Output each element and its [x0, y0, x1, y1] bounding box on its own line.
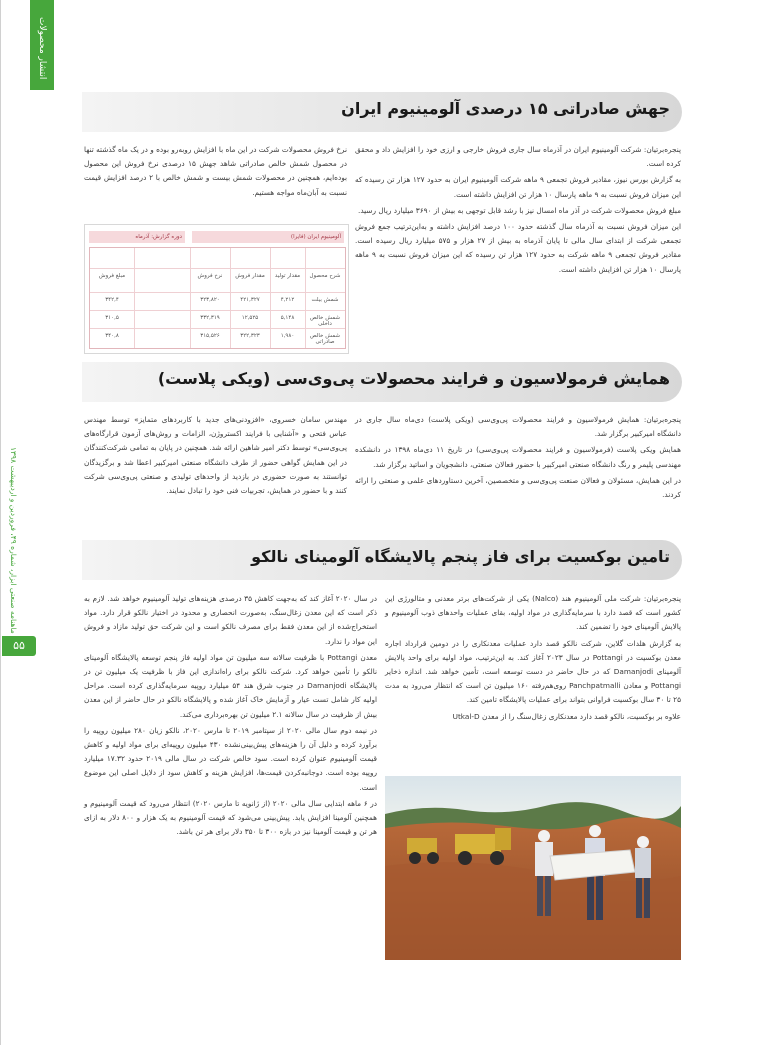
article-3-left-column	[84, 592, 377, 841]
page-edge-rule	[0, 0, 1, 1045]
table-cell: شمش خالص داخلی	[309, 315, 341, 327]
table-cell: ۴۲۱,۳۲۷	[240, 297, 260, 303]
article-3-paragraph: در نیمه دوم سال مالی ۲۰۲۰ از سپتامبر ۲۰۱۹ تا مارس ۲۰۲۰، نالکو زیان ۲۸۰ میلیون روپیه را برآورد کرده و دلیل آن را هزینه‌های پیش‌بینی‌نشده ۴۳۰ میلیون روپیه‌ای برای مواد اولیه و کاهش قیمت آلومینیوم عنوان کرده است. سود خالص شرکت در سال مالی ۲۰۱۹ حدود ۱۷.۳۲ میلیارد روپیه بوده است. دوجانبه‌کردن قیمت‌ها، افزایش هزینه و کاهش سود از دلایل اصلی این موضوع است.	[84, 725, 378, 792]
table-cell: شمش بیلت	[311, 297, 339, 303]
article-1-paragraph: به گزارش بورس نیوز، مقادیر فروش تجمعی ۹ ماهه شرکت آلومینیوم ایران به حدود ۱۲۷ هزار تن رسیده که این میزان فروش نسبت به ۹ ماهه پارسال ۱۰ هزار تن افزایش داشته است.	[355, 175, 682, 199]
article-2-paragraph: در این همایش، مسئولان و فعالان صنعت پی‌وی‌سی و متخصصین، آخرین دستاوردهای علمی و صنعتی را ارائه کردند.	[355, 475, 681, 500]
table-grid	[89, 247, 346, 349]
table-col-rule	[134, 248, 135, 348]
sales-table	[84, 224, 349, 354]
article-1-paragraph: مبلغ فروش محصولات شرکت در آذر ماه امسال نیز با رشد قابل توجهی به بیش از ۳۶۹۰ میلیارد ریال رسید.	[358, 205, 681, 215]
article-2-heading	[82, 362, 682, 402]
table-period: دوره گزارش: آذرماه	[89, 231, 185, 243]
table-header: مقدار تولید	[274, 273, 301, 279]
table-rule	[90, 328, 345, 329]
table-header: نرخ فروش	[197, 273, 223, 279]
table-cell: ۳۱۵,۵۲۶	[200, 333, 220, 339]
table-rule	[90, 292, 345, 293]
article-2-title: همایش فرمولاسیون و فرایند محصولات پی‌وی‌سی (ویکی پلاست)	[157, 369, 670, 388]
article-1-paragraph: پنجره‌برتیان: شرکت آلومینیوم ایران در آذرماه سال جاری فروش خارجی و ارزی خود را افزایش داد و محقق کرده است.	[355, 145, 681, 169]
article-1-paragraph: نرخ فروش محصولات شرکت در این ماه با افزایش روبه‌رو بوده و در یک ماه گذشته تنها در محصول شمش خالص صادراتی شاهد جهش ۱۵ درصدی نرخ فروش این محصول بوده‌ایم، همچنین در محصولات شمش بیست و شمش خالص با ۲ درصد افزایش قیمت نسبت به آبان‌ماه مواجه هستیم.	[84, 145, 347, 197]
table-cell: ۳۲۲,۳۲۳	[240, 333, 260, 339]
table-cell: شمش خالص صادراتی	[309, 333, 341, 345]
article-3-paragraph: علاوه بر بوکسیت، نالکو قصد دارد معدنکاری زغال‌سنگ را از معدن Utkal-D	[452, 711, 681, 721]
article-3-title: تامین بوکسیت برای فاز پنجم پالایشگاه آلومینای نالکو	[251, 547, 670, 566]
section-tab	[30, 0, 54, 90]
article-3-paragraph: معدن Pottangi با ظرفیت سالانه سه میلیون تن مواد اولیه فاز پنجم توسعه پالایشگاه آلومینای نالکو را تأمین خواهد کرد. شرکت نالکو برای راه‌اندازی این فاز با ظرفیت یک میلیون تن در پالایشگاه Damanjodi در جنوب شرق هند ۵۴ میلیارد روپیه سرمایه‌گذاری کرده است. مراحل اولیه کار شامل تست عیار و آزمایش خاک آغاز شده و پالایشگاه نالکو در حال حاضر از این معدن بیش از ظرفیت در سال سالانه ۲.۱ میلیون تن بهره‌برداری می‌کند.	[84, 652, 378, 719]
article-1-title: جهش صادراتی ۱۵ درصدی آلومینیوم ایران	[341, 99, 670, 118]
table-header: شرح محصول	[309, 273, 341, 279]
table-cell: ۳۲۳,۸۲۰	[200, 297, 220, 303]
article-2-paragraph: مهندس سامان خسروی، «افزودنی‌های جدید با کاربردهای متمایز» توسط مهندس عباس فتحی و «آشنایی با فرایند اکستروژن، الزامات و روش‌های آزمون قرارگاه‌های پی‌وی‌سی» توسط دکتر امیر شاهین ارائه شد. همچنین در پایان به تمامی شرکت‌کنندگان در این همایش گواهی حضور از طرف دانشگاه صنعتی امیرکبیر اعطا شد و برگزیدگان توانستند به صورت حضوری در بازدید از واحدهای تولیدی و صنعتی پی‌وی‌سی شرکت کنند و با حضور در همایش، تجربیات فنی خود را تبادل نمایند.	[84, 415, 347, 496]
table-header: مقدار فروش	[235, 273, 265, 279]
page-number: ۵۵	[2, 636, 36, 656]
mining-site-photo	[385, 776, 681, 960]
table-cell: ۳۳۲,۳۱۹	[200, 315, 220, 321]
article-2-paragraph: همایش ویکی پلاست (فرمولاسیون و فرایند محصولات پی‌وی‌سی) در تاریخ ۱۱ دی‌ماه ۱۳۹۸ در دانشکده مهندسی پلیمر و رنگ دانشگاه صنعتی امیرکبیر با حضور فعالان صنعتی، دانشجویان و اساتید برگزار شد.	[355, 445, 681, 469]
article-1-right-column	[355, 143, 681, 279]
article-3-paragraph: در سال ۲۰۲۰ آغاز کند که به‌جهت کاهش ۳۵ درصدی هزینه‌های تولید آلومینیوم خواهد شد. لازم به ذکر است که این معدن زغال‌سنگ، به‌صورت انحصاری و محدود در اختیار نالکو قرار دارد. مواد استخراج‌شده از این معدن فقط برای مصرف نالکو است و این شرکت حق تولید مازاد و فروش این مواد را ندارد.	[84, 594, 377, 646]
article-1-left-column	[84, 143, 347, 202]
article-1-paragraph: این میزان فروش نسبت به آذرماه سال گذشته حدود ۱۰۰ درصد افزایش داشته و به‌این‌ترتیب جمع فروش تجمعی شرکت از ابتدای سال مالی تا پایان آذرماه به بیش از ۲۷ هزار و ۵۷۵ میلیارد ریال رسیده است. مقادیر فروش تجمعی ۹ ماهه شرکت به حدود ۱۲۷ هزار تن رسیده که این میزان فروش نسبت به ۹ ماهه پارسال ۱۰ هزار تن افزایش داشته است.	[355, 222, 681, 274]
article-2-paragraph: پنجره‌برتیان: همایش فرمولاسیون و فرایند محصولات پی‌وی‌سی (ویکی پلاست) دی‌ماه سال جاری در دانشگاه امیرکبیر برگزار شد.	[355, 415, 681, 439]
table-cell: ۵,۱۴۸	[280, 315, 295, 321]
table-cell: ۱,۹۸۰	[280, 333, 295, 339]
table-cell: ۱۲,۵۲۵	[241, 315, 259, 321]
magazine-running-title: ماهنامه صنعتی ابزار، شماره ۴۹، فروردین و اردیبهشت ۱۳۹۸	[9, 446, 18, 634]
article-1-heading	[82, 92, 682, 132]
article-2-right-column	[355, 413, 681, 504]
article-3-paragraph: در ۶ ماهه ابتدایی سال مالی ۲۰۲۰ (از ژانویه تا مارس ۲۰۲۰) انتظار می‌رود که قیمت آلومینیوم و همچنین آلومینا افزایش یابد. پیش‌بینی می‌شود که قیمت آلومینیوم به یک هزار و ۸۰۰ دلار به ازای هر تن و قیمت آلومینا نیز در بازه ۳۰۰ تا ۳۵۰ دلار برای هر تن باشد.	[84, 798, 378, 837]
article-3-paragraph: به گزارش هلدات گلاین، شرکت نالکو قصد دارد عملیات معدنکاری را در دومین قرارداد اجاره معدن بوکسیت در Pottangi در سال ۲۰۲۳ آغاز کند. به این‌ترتیب، مواد اولیه برای واحد پالایش آلومینای Damanjodi که در حال حاضر در دست توسعه است، تأمین خواهد شد. اندازه ذخایر Pottangi و معادن Panchpatmalli روی‌هم‌رفته ۱۶۰ میلیون تن است که انتظار می‌رود به مدت ۲۵ تا ۳۰ سال بوکسیت فراوانی بتواند برای عملیات پالایشگاه تامین کند.	[385, 638, 682, 705]
mining-photo-illustration	[385, 776, 681, 960]
table-header: مبلغ فروش	[98, 273, 126, 279]
table-cell: ۴,۲۱۲	[280, 297, 295, 303]
table-rule	[90, 268, 345, 269]
table-title: آلومینیوم ایران (فایرا)	[192, 231, 344, 243]
table-rule	[90, 310, 345, 311]
article-3-paragraph: پنجره‌برتیان: شرکت ملی آلومینیوم هند (Nalco) یکی از شرکت‌های برتر معدنی و متالورژی این کشور است که قصد دارد با سرمایه‌گذاری در مواد اولیه، بقای عملیات واحدهای ذوب آلومینیوم و پالایش آلومینای خود را تضمین کند.	[385, 594, 681, 632]
table-cell: ۳۴۲,۴	[105, 297, 119, 303]
article-3-heading	[82, 540, 682, 580]
table-cell: ۳۴۰,۸	[105, 333, 119, 339]
article-2-left-column	[84, 413, 347, 500]
section-label: انتشار محصولات	[37, 16, 47, 80]
table-cell: ۳۱۰,۵	[105, 315, 119, 321]
article-3-right-column	[385, 592, 681, 726]
